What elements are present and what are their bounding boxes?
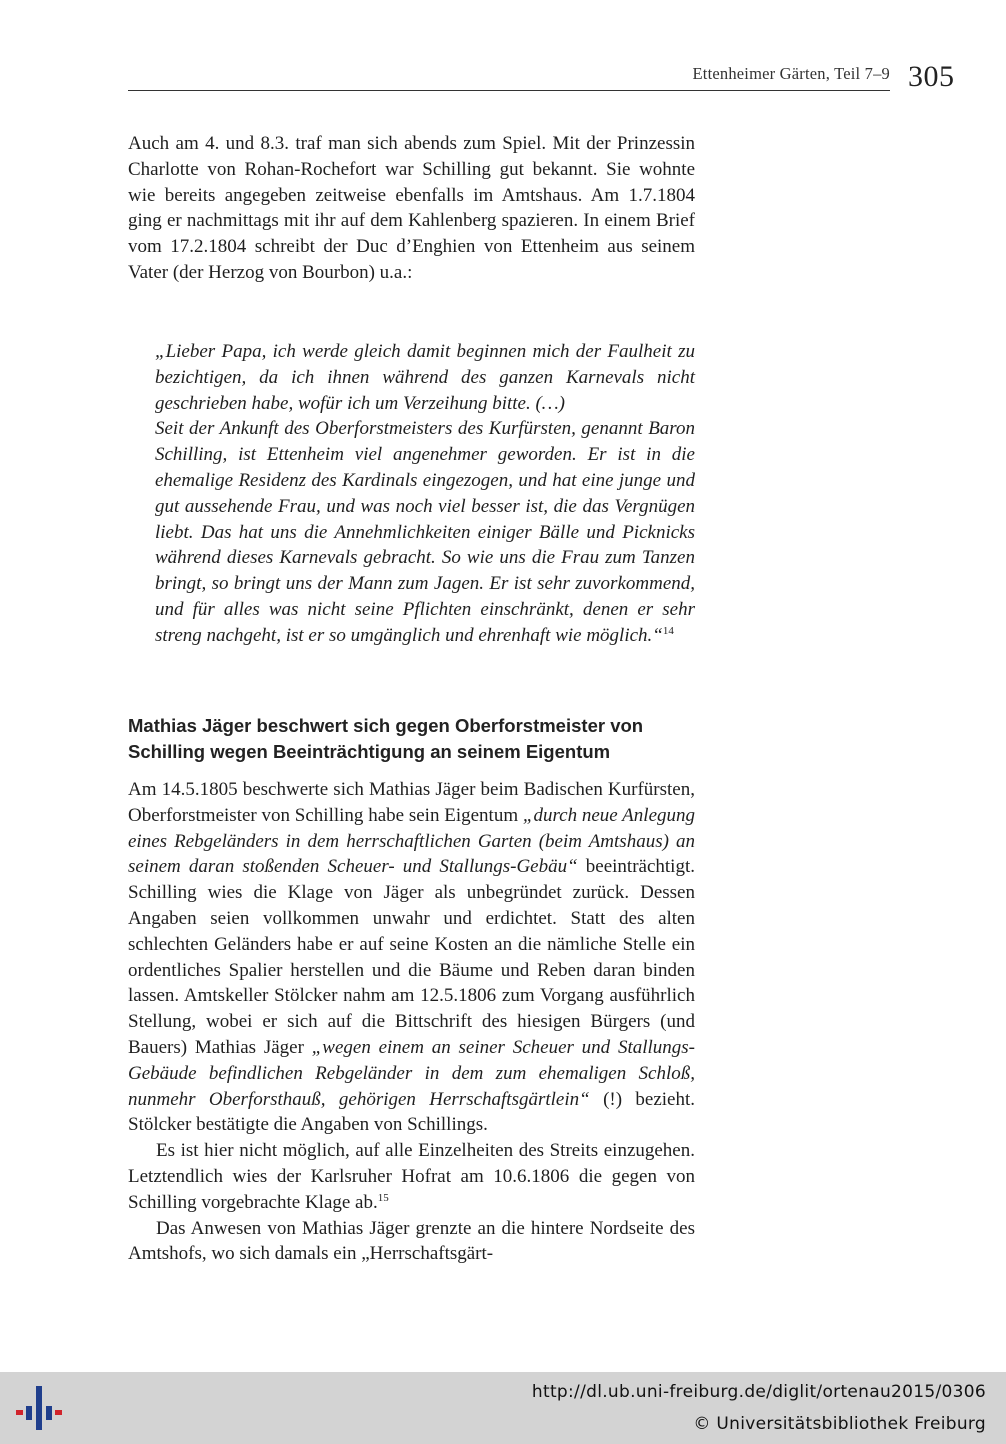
running-head-title: Ettenheimer Gärten, Teil 7–9 [692,64,890,83]
library-logo-icon [14,1384,64,1432]
footer-copyright: © Universitätsbibliothek Freiburg [693,1414,986,1434]
intro-line: Prinzessin Charlotte von Rohan-Rochefort war Schilling gut [128,133,696,180]
footer-bar [0,1372,1006,1444]
p1-citation-b: „wegen einem an seiner Scheuer und Stallungs-Gebäude befindlichen Rebgeländer in dem zum ehemaligen Schloß, nunmehr Oberforsthauß, gehörigen Herrschaftsgärtlein“ [128,1036,696,1110]
quote-part-2 [155,416,695,648]
quote-part-2-text: Seit der Ankunft des Oberforstmeisters des Kurfürsten, genannt Baron Schilling, ist Ettenheim viel angenehmer geworden. Er ist in die ehemalige Residenz des Kardinals eingezogen, und hat eine junge und gut aussehende Frau, und was noch viel besser ist, die das Vergnügen liebt. Das hat uns die Annehmlichkeiten einiger Bälle und Picknicks während dieses Karnevals gebracht. So wie uns die Frau zum Tanzen bringt, so bringt uns der Mann zum Jagen. Er ist sehr zuvorkommend, und für alles was nicht seine Pflichten einschränkt, denen er sehr streng nachgeht, ist er so umgänglich und ehrenhaft wie möglich.“ [155,418,695,646]
intro-line: dem Kahlenberg spazieren. In einem Brief vom 17.2.1804 [128,210,695,258]
letter-quote [155,339,695,649]
intro-line: Auch am 4. und 8.3. traf man sich abends zum Spiel. Mit der [128,133,611,154]
p1-text-b: beeinträchtigt. Schilling wies die Klage von Jäger als unbegründet zurück. Dessen Angaben seien vollkommen unwahr und erdichtet. Statt des alten schlechten Geländers habe er auf seine Kosten an die nämliche Stelle ein ordentliches Spalier herstellen und die Bäume und Reben daran binden lassen. Amtskeller Stölcker nahm am 12.5.1806 zum Vorgang ausführlich Stellung, wobei er sich auf die Bittschrift des hiesigen Bürgers (und Bauers) Mathias Jäger [128,856,695,1058]
intro-line: im Amtshaus. Am 1.7.1804 ging er nachmittags mit ihr auf [128,184,696,232]
intro-paragraph [128,131,695,286]
section-heading: Mathias Jäger beschwert sich gegen Oberforstmeister von Schilling wegen Beeinträchtigung an seinem Eigentum [128,715,644,762]
intro-line: bekannt. Sie wohnte wie bereits angegeben zeitweise ebenfalls [128,158,696,206]
quote-part-1: „Lieber Papa, ich werde gleich damit beginnen mich der Faulheit zu bezichtigen, da ich ihnen während des ganzen Karnevals nicht geschrieben habe, wofür ich um Verzeihung bitte. (…) [155,341,695,414]
section-paragraph-1 [128,777,695,1138]
p1-text-a: Am 14.5.1805 beschwerte sich Mathias Jäger beim Badischen Kurfürsten, Oberforstmeister von Schilling habe sein Eigentum [128,779,695,826]
running-header [128,62,890,91]
intro-line: (der Herzog von Bourbon) u.a.: [172,261,413,283]
section-paragraph-3: Das Anwesen von Mathias Jäger grenzte an die hintere Nordseite des Amtshofs, wo sich damals ein „Herrschaftsgärt- [128,1217,695,1265]
p1-text-c: (!) bezieht. Stölcker bestätigte die Angaben von Schillings. [128,1088,695,1136]
footer-url-link[interactable]: http://dl.ub.uni-freiburg.de/diglit/ortenau2015/0306 [531,1382,986,1402]
section-body [128,777,695,1267]
p2-text: Es ist hier nicht möglich, auf alle Einzelheiten des Streits einzugehen. Letztendlich wies der Karlsruher Hofrat am 10.6.1806 die gegen von Schilling vorgebrachte Klage ab. [128,1140,695,1213]
p1-citation-a: „durch neue Anlegung eines Rebgeländers in dem herrschaftlichen Garten (beim Amtshaus) an seinem daran stoßenden Scheuer- und Stallungs-Gebäu“ [128,804,696,878]
intro-line: schreibt der Duc d’Enghien von Ettenheim aus seinem Vater [128,236,696,283]
page-number: 305 [908,60,955,93]
footnote-marker: 15 [377,1191,389,1204]
section-paragraph-2 [128,1138,695,1215]
footnote-marker: 14 [662,624,674,637]
